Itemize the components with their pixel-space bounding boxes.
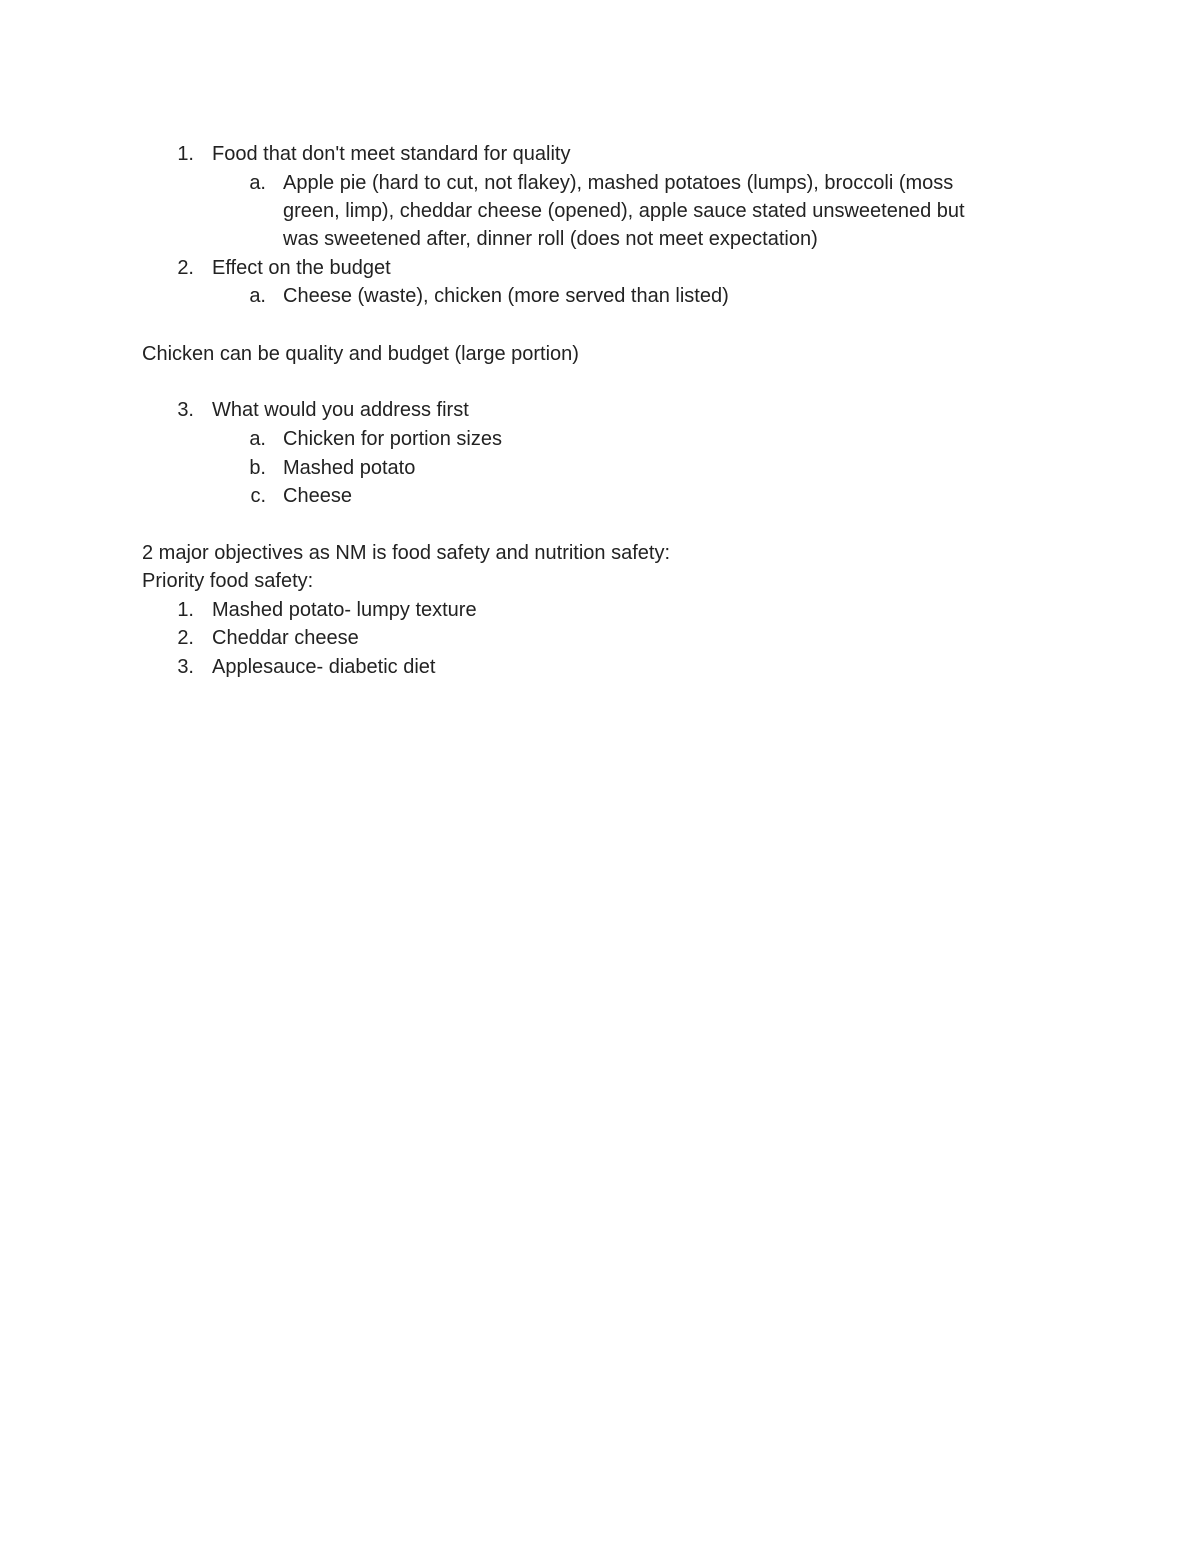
list-marker: 2. — [177, 627, 194, 649]
list-item: What would you address first — [212, 399, 469, 421]
sublist-item: Cheese — [283, 485, 352, 507]
body-paragraph: 2 major objectives as NM is food safety and nutrition safety: — [142, 542, 671, 564]
sublist-item: Chicken for portion sizes — [283, 428, 502, 450]
list-item: Mashed potato- lumpy texture — [212, 599, 477, 621]
body-paragraph: Chicken can be quality and budget (large portion) — [142, 343, 579, 365]
list-marker: 3. — [177, 399, 194, 421]
sublist-marker: b. — [249, 457, 266, 479]
list-marker: 1. — [177, 599, 194, 621]
sublist-item-line: Apple pie (hard to cut, not flakey), mashed potatoes (lumps), broccoli (moss — [283, 172, 954, 194]
list-item: Applesauce- diabetic diet — [212, 656, 436, 678]
list-item: Effect on the budget — [212, 257, 391, 279]
sublist-marker: a. — [249, 172, 266, 194]
sublist-marker: c. — [250, 485, 266, 507]
list-item: Food that don't meet standard for quality — [212, 143, 571, 165]
sublist-marker: a. — [249, 285, 266, 307]
sublist-item-line: was sweetened after, dinner roll (does not meet expectation) — [283, 228, 818, 250]
list-marker: 1. — [177, 143, 194, 165]
sublist-item-line: green, limp), cheddar cheese (opened), apple sauce stated unsweetened but — [283, 200, 965, 222]
sublist-marker: a. — [249, 428, 266, 450]
sublist-item-line: Cheese (waste), chicken (more served than listed) — [283, 285, 729, 307]
list-marker: 3. — [177, 656, 194, 678]
body-paragraph: Priority food safety: — [142, 570, 314, 592]
sublist-item: Mashed potato — [283, 457, 416, 479]
list-item: Cheddar cheese — [212, 627, 359, 649]
list-marker: 2. — [177, 257, 194, 279]
